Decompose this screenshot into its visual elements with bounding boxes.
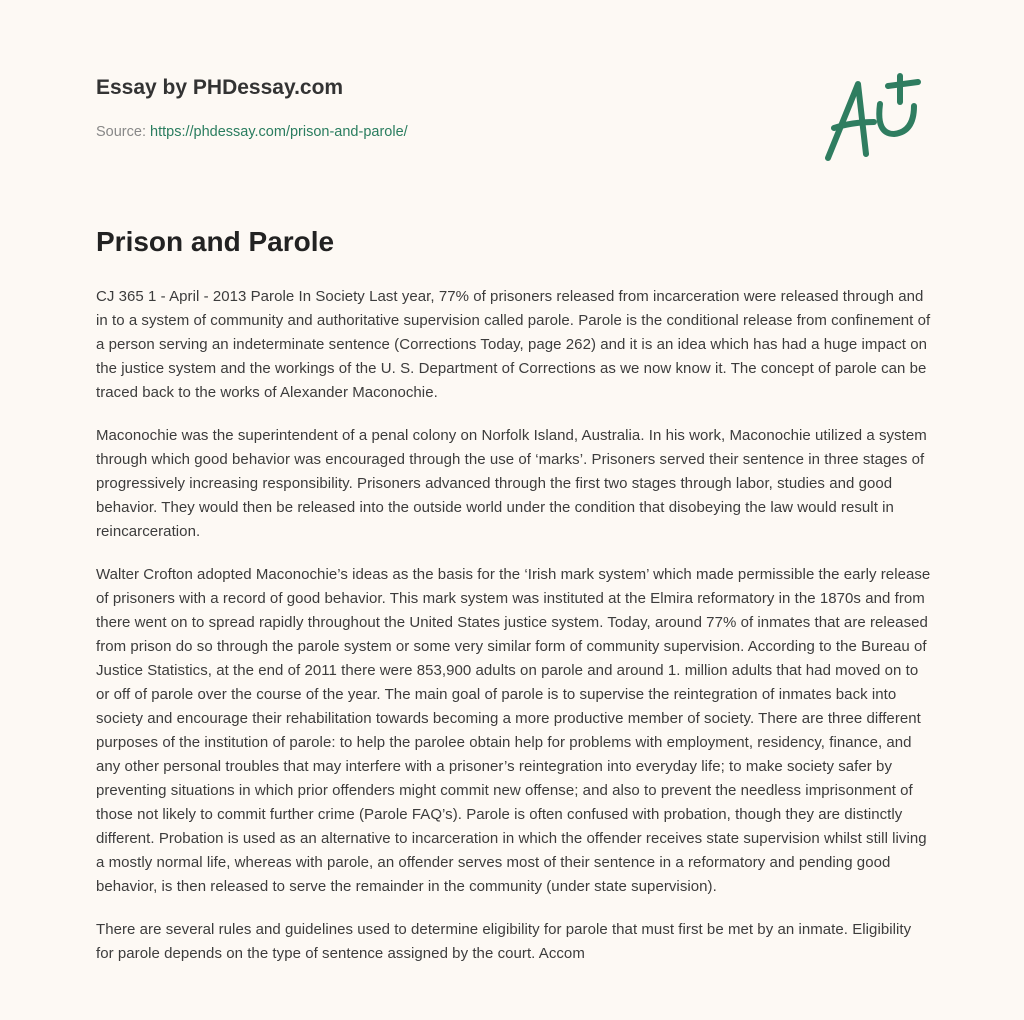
article-body (96, 285, 932, 985)
paragraph: CJ 365 1 - April - 2013 Parole In Society Last year, 77% of prisoners released from incarceration were released through and in to a system of community and authoritative supervision called parole. Parole is the conditional release from confinement of a person serving an indeterminate sentence (Corrections Today, page 262) and it is an idea which has had a huge impact on the justice system and the workings of the U. S. Department of Corrections as we now know it. The concept of parole can be traced back to the works of Alexander Maconochie. (96, 288, 931, 401)
source-line (96, 124, 408, 140)
paragraph: Maconochie was the superintendent of a penal colony on Norfolk Island, Australia. In his work, Maconochie utilized a system through which good behavior was encouraged through the use of ‘marks’. Prisoners served their sentence in three stages of progressively increasing responsibility. Prisoners advanced through the first two stages through labor, studies and good behavior. They would then be released into the outside world under the condition that disobeying the law would result in reincarceration. (96, 427, 927, 540)
source-link[interactable]: https://phdessay.com/prison-and-parole/ (150, 124, 408, 140)
site-brand: Essay by PHDessay.com (96, 76, 344, 99)
a-plus-logo-icon (818, 66, 928, 166)
paragraph: There are several rules and guidelines used to determine eligibility for parole that must first be met by an inmate. Eligibility for parole depends on the type of sentence assigned by the court. Accom (96, 921, 912, 962)
source-label: Source: (96, 124, 146, 140)
paragraph: Walter Crofton adopted Maconochie’s ideas as the basis for the ‘Irish mark system’ which made permissible the early release of prisoners with a record of good behavior. This mark system was instituted at the Elmira reformatory in the 1870s and from there went on to spread rapidly throughout the United States justice system. Today, around 77% of inmates that are released from prison do so through the parole system or some very similar form of community supervision. According to the Bureau of Justice Statistics, at the end of 2011 there were 853,900 adults on parole and around 1. million adults that had moved on to or off of parole over the course of the year. The main goal of parole is to supervise the reintegration of inmates back into society and encourage their rehabilitation towards becoming a more productive member of society. There are three different purposes of the institution of parole: to help the parolee obtain help for problems with employment, residency, finance, and any other personal troubles that may interfere with a prisoner’s reintegration into everyday life; to make society safer by preventing situations in which prior offenders might commit new offense; and also to prevent the needless imprisonment of those not likely to commit further crime (Parole FAQ’s). Parole is often confused with probation, though they are distinctly different. Probation is used as an alternative to incarceration in which the offender receives state supervision whilst still living a mostly normal life, whereas with parole, an offender serves most of their sentence in a reformatory and pending good behavior, is then released to serve the remainder in the community (under state supervision). (96, 566, 931, 895)
article-title: Prison and Parole (96, 226, 335, 257)
